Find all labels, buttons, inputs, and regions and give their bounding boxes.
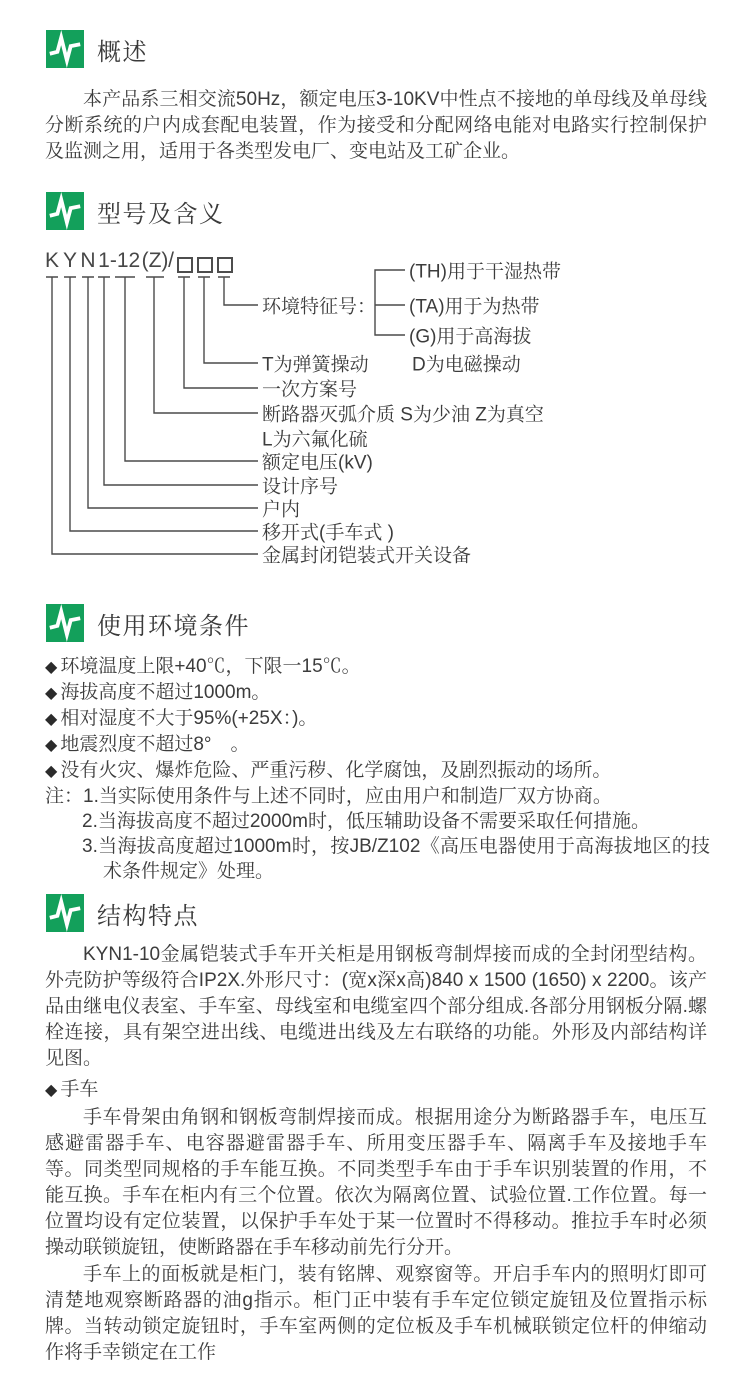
diagram-label-env-ta: (TA)用于为热带 bbox=[409, 296, 540, 318]
section-header-model bbox=[46, 192, 225, 230]
model-code-part: K bbox=[44, 249, 60, 272]
note-item: 3.当海拔高度超过1000m时，按JB/Z102《高压电器使用于高海拔地区的技术条件规定》处理。 bbox=[82, 836, 710, 882]
diagram-label-indoor: 户内 bbox=[262, 499, 301, 521]
note-text: 1.当实际使用条件与上述不同时，应由用户和制造厂双方协商。 bbox=[83, 786, 612, 807]
overview-paragraph: 本产品系三相交流50Hz，额定电压3-10KV中性点不接地的单母线及单母线分断系统的户内成套配电装置，作为接受和分配网络电能对电路实行控制保护及监测之用，适用于各类型发电厂、变电站及工矿企业。 bbox=[45, 89, 707, 162]
list-item-text: 地震烈度不超过8° 。 bbox=[60, 734, 250, 755]
model-code-part: / bbox=[168, 249, 174, 272]
section-title-environment: 使用环境条件 bbox=[97, 612, 250, 640]
model-code-part: 1 bbox=[98, 249, 110, 272]
note-item: 2.当海拔高度不超过2000m时，低压辅助设备不需要采取任何措施。 bbox=[82, 811, 650, 832]
diamond-bullet-icon: ◆ bbox=[45, 737, 58, 754]
model-code-box bbox=[217, 257, 233, 273]
note-item bbox=[45, 784, 713, 809]
diamond-bullet-icon: ◆ bbox=[45, 659, 58, 676]
diagram-label-op-magnetic: D为电磁操动 bbox=[412, 354, 521, 376]
section-title-structure: 结构特点 bbox=[97, 902, 199, 930]
subheading-handcart bbox=[45, 1077, 98, 1104]
list-item-text: 相对湿度不大于95%(+25X：)。 bbox=[60, 708, 318, 729]
structure-paragraph-3: 手车上的面板就是柜门，装有铭牌、观察窗等。开启手车内的照明灯即可清楚地观察断路器的油g指示。柜门正中装有手车定位锁定旋钮及位置指示标牌。当转动锁定旋钮时，手车室两侧的定位板及手车机械联锁定位杆的伸缩动作将手幸锁定在工作 bbox=[45, 1264, 707, 1363]
model-code-part: N bbox=[80, 249, 96, 272]
model-code-part: Y bbox=[62, 249, 78, 272]
section-title-overview: 概述 bbox=[97, 38, 148, 66]
diagram-label-env: 环境特征号： bbox=[262, 296, 377, 318]
list-item bbox=[45, 732, 713, 758]
list-item-text: 环境温度上限+40℃，下限一15℃。 bbox=[60, 656, 361, 677]
list-item-text: 没有火灾、爆炸危险、严重污秽、化学腐蚀，及剧烈振动的场所。 bbox=[60, 760, 612, 781]
note-label: 注： bbox=[45, 786, 84, 807]
pulse-icon bbox=[46, 192, 84, 230]
list-item bbox=[45, 654, 713, 680]
subheading-text: 手车 bbox=[60, 1079, 99, 1100]
diamond-bullet-icon: ◆ bbox=[45, 763, 58, 780]
model-code-part: (Z) bbox=[141, 249, 169, 272]
section-header-overview bbox=[46, 30, 148, 68]
section-header-structure bbox=[46, 894, 199, 932]
diagram-label-scheme: 一次方案号 bbox=[262, 379, 358, 401]
environment-conditions-list bbox=[45, 654, 713, 884]
diagram-label-env-g: (G)用于高海拔 bbox=[409, 326, 532, 348]
diagram-env-bracket bbox=[375, 270, 405, 335]
list-item bbox=[45, 758, 713, 784]
pulse-icon bbox=[46, 604, 84, 642]
diagram-label-withdrawable: 移开式(手车式 ) bbox=[262, 522, 394, 544]
diamond-bullet-icon: ◆ bbox=[45, 1082, 58, 1099]
diagram-label-design: 设计序号 bbox=[262, 476, 339, 498]
list-item bbox=[45, 680, 713, 706]
structure-paragraph-1: KYN1-10金属铠装式手车开关柜是用钢板弯制焊接而成的全封闭型结构。外壳防护等级符合IP2X.外形尺寸：(宽x深x高)840 x 1500 (1650) x 2200。该产品由继电仪表室、手车室、母线室和电缆室四个部分组成.各部分用钢板分隔.螺栓连接，具有架空进出线、电缆进出线及左右联络的功能。外形及内部结构详见图。 bbox=[45, 944, 707, 1069]
list-item bbox=[45, 706, 713, 732]
model-designation-diagram bbox=[0, 248, 745, 580]
structure-paragraph-2: 手车骨架由角钢和钢板弯制焊接而成。根据用途分为断路器手车，电压互感避雷器手车、电容器避雷器手车、所用变压器手车、隔离手车及接地手车等。同类型同规格的手车能互换。不同类型手车由于手车识别装置的作用，不能互换。手车在柜内有三个位置。依次为隔离位置、试验位置.工作位置。每一位置均设有定位装置，以保护手车处于某一位置时不得移动。推拉手车时必须操动联锁旋钮，使断路器在手车移动前先行分开。 bbox=[45, 1107, 707, 1258]
list-item-text: 海拔高度不超过1000m。 bbox=[60, 682, 271, 703]
model-code-box bbox=[177, 257, 193, 273]
model-code-box bbox=[197, 257, 213, 273]
diagram-label-metal-clad: 金属封闭铠装式开关设备 bbox=[262, 545, 472, 567]
section-title-model: 型号及含义 bbox=[97, 200, 225, 228]
diagram-label-breaker-sf6: L为六氟化硫 bbox=[262, 429, 368, 451]
model-code-part: -12 bbox=[109, 249, 141, 272]
pulse-icon bbox=[46, 894, 84, 932]
diagram-label-op-spring: T为弹簧操动 bbox=[262, 354, 369, 376]
section-header-environment bbox=[46, 604, 250, 642]
diagram-label-env-th: (TH)用于干湿热带 bbox=[409, 261, 561, 283]
diamond-bullet-icon: ◆ bbox=[45, 685, 58, 702]
pulse-icon bbox=[46, 30, 84, 68]
diagram-label-voltage: 额定电压(kV) bbox=[262, 452, 373, 474]
diamond-bullet-icon: ◆ bbox=[45, 711, 58, 728]
diagram-label-breaker: 断路器灭弧介质 S为少油 Z为真空 bbox=[262, 404, 544, 426]
diagram-connector-lines bbox=[52, 277, 258, 554]
